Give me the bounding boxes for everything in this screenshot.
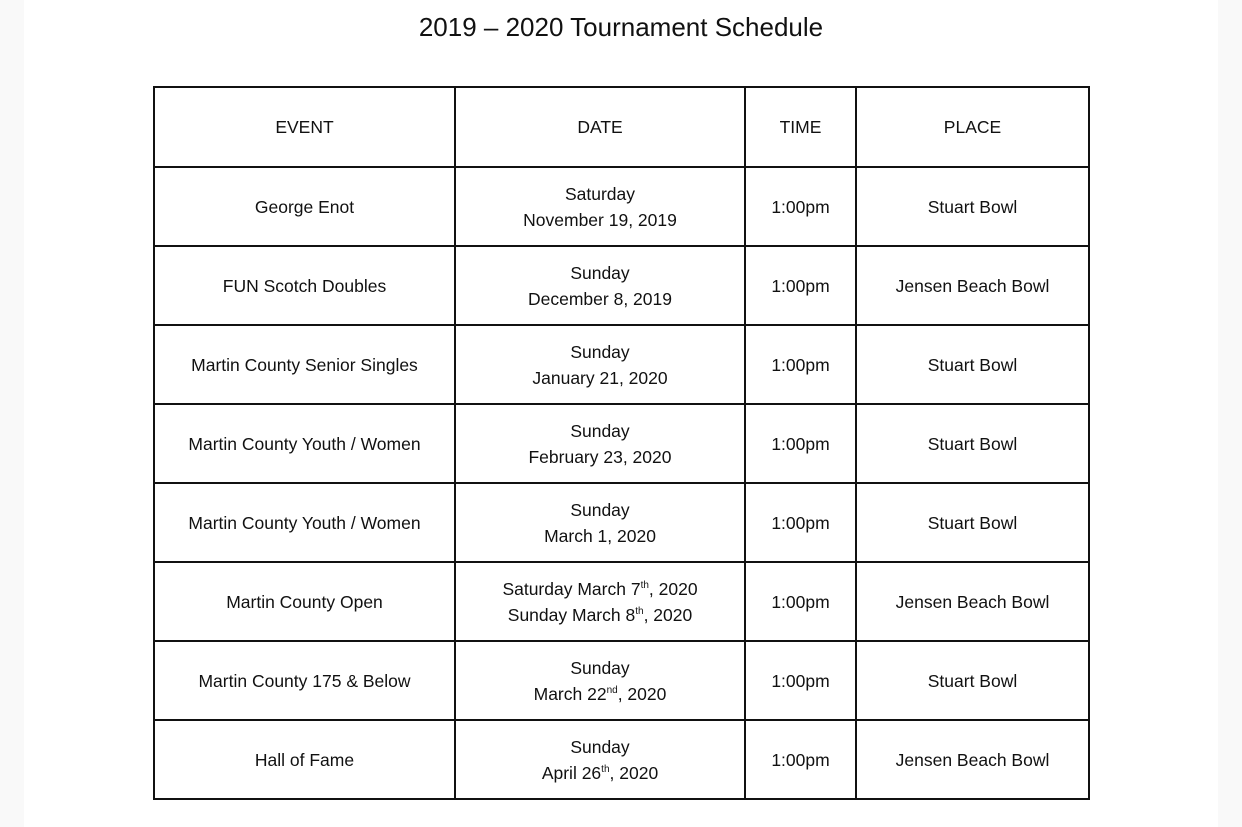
event-cell: Hall of Fame [154,720,455,799]
date-line [456,365,744,391]
place-cell: Jensen Beach Bowl [856,246,1089,325]
table-row [154,483,1089,562]
place-cell: Jensen Beach Bowl [856,720,1089,799]
date-text: March 22 [533,683,607,704]
time-cell: 1:00pm [745,404,856,483]
place-cell: Stuart Bowl [856,404,1089,483]
table-row [154,167,1089,246]
date-line [456,760,744,786]
date-text: Sunday [570,341,630,362]
date-line [456,602,744,628]
date-cell [455,325,745,404]
time-cell: 1:00pm [745,562,856,641]
time-cell: 1:00pm [745,325,856,404]
date-line [456,655,744,681]
date-text: Sunday [570,736,630,757]
date-text: , 2020 [648,578,698,599]
date-line [456,286,744,312]
page-title: 2019 – 2020 Tournament Schedule [418,12,824,42]
date-line [456,497,744,523]
date-line [456,734,744,760]
header-row [154,87,1089,167]
date-line [456,681,744,707]
date-text: , 2020 [643,604,693,625]
date-text: Saturday [564,183,636,204]
date-line [456,260,744,286]
date-text: February 23, 2020 [528,446,672,467]
date-text: January 21, 2020 [532,367,668,388]
ordinal-suffix: th [635,605,644,617]
date-cell [455,483,745,562]
table-row [154,562,1089,641]
date-text: Sunday [570,499,630,520]
event-cell: George Enot [154,167,455,246]
date-cell [455,167,745,246]
time-cell: 1:00pm [745,483,856,562]
table-row [154,246,1089,325]
date-text: Sunday March 8 [507,604,636,625]
date-line [456,181,744,207]
table-row [154,325,1089,404]
place-cell: Stuart Bowl [856,483,1089,562]
header-event: EVENT [154,87,455,167]
date-text: April 26 [541,762,602,783]
date-cell [455,404,745,483]
date-text: Sunday [570,262,630,283]
table-row [154,641,1089,720]
date-line [456,207,744,233]
event-cell: Martin County 175 & Below [154,641,455,720]
date-cell [455,562,745,641]
place-cell: Stuart Bowl [856,167,1089,246]
place-cell: Jensen Beach Bowl [856,562,1089,641]
event-cell: Martin County Open [154,562,455,641]
date-text: Saturday March 7 [502,578,641,599]
header-time: TIME [745,87,856,167]
date-text: March 1, 2020 [544,525,656,546]
table-row [154,404,1089,483]
event-cell: Martin County Youth / Women [154,404,455,483]
time-cell: 1:00pm [745,246,856,325]
ordinal-suffix: th [601,763,610,775]
event-cell: Martin County Youth / Women [154,483,455,562]
place-cell: Stuart Bowl [856,325,1089,404]
event-cell: FUN Scotch Doubles [154,246,455,325]
date-line [456,418,744,444]
event-cell: Martin County Senior Singles [154,325,455,404]
date-line [456,523,744,549]
date-line [456,444,744,470]
schedule-table [153,86,1090,800]
time-cell: 1:00pm [745,641,856,720]
date-text: , 2020 [609,762,659,783]
date-cell [455,246,745,325]
date-text: December 8, 2019 [528,288,672,309]
time-cell: 1:00pm [745,720,856,799]
date-text: November 19, 2019 [523,209,677,230]
date-line [456,339,744,365]
ordinal-suffix: nd [606,684,618,696]
place-cell: Stuart Bowl [856,641,1089,720]
ordinal-suffix: th [640,579,649,591]
time-cell: 1:00pm [745,167,856,246]
date-line [456,576,744,602]
date-text: Sunday [570,420,630,441]
date-text: Sunday [570,657,630,678]
date-text: , 2020 [617,683,667,704]
table-row [154,720,1089,799]
date-cell [455,720,745,799]
date-cell [455,641,745,720]
header-date: DATE [455,87,745,167]
header-place: PLACE [856,87,1089,167]
